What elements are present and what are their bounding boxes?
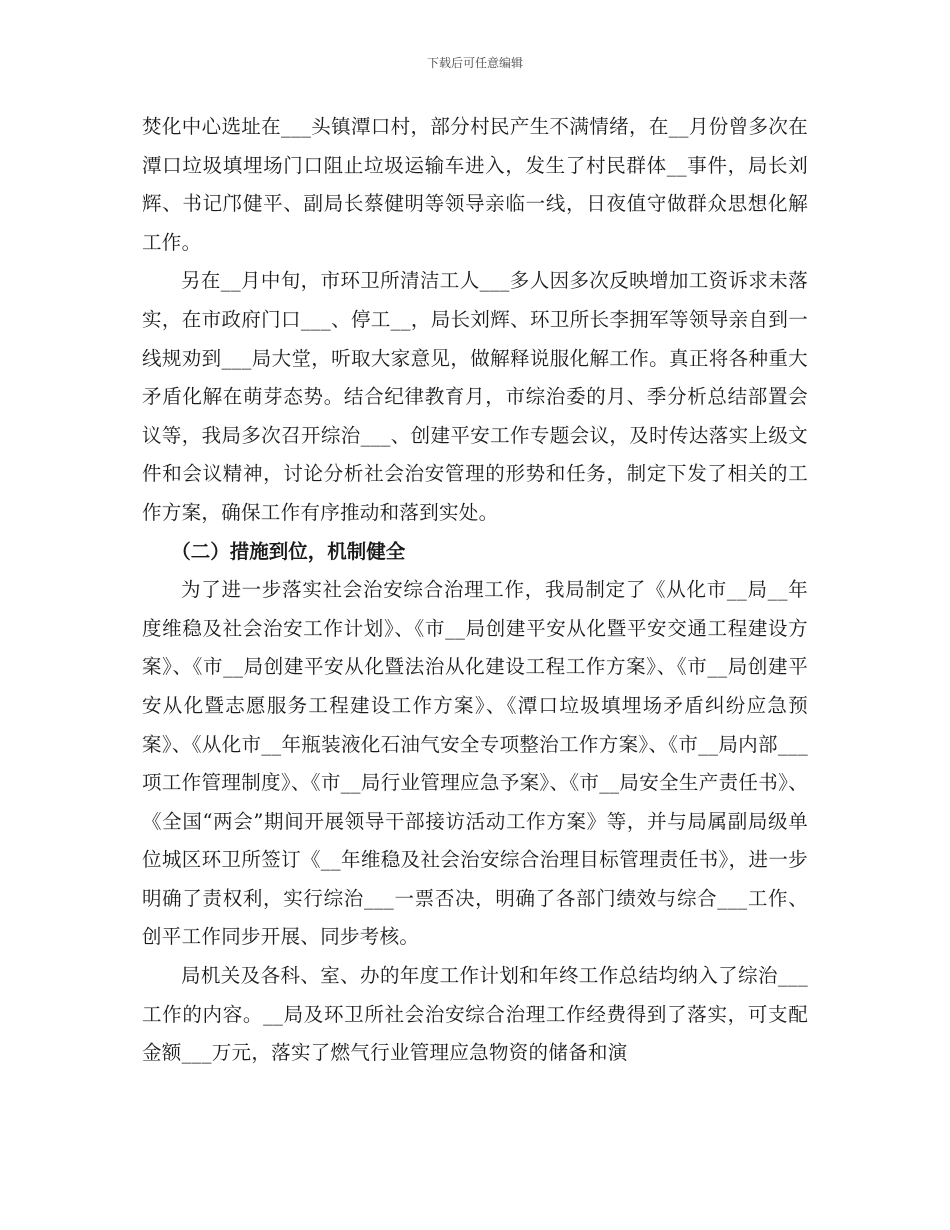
paragraph-2: 另在__月中旬，市环卫所清洁工人___多人因多次反映增加工资诉求未落实，在市政府门口___、停工__，局长刘辉、环卫所长李拥军等领导亲自到一线规劝到___局大堂，听取大家意见，做解释说服化解工作。真正将各种重大矛盾化解在萌芽态势。结合纪律教育月，市综治委的月、季分析总结部置会议等，我局多次召开综治___、创建平安工作专题会议，及时传达落实上级文件和会议精神，讨论分析社会治安管理的形势和任务，制定下发了相关的工作方案，确保工作有序推动和落到实处。 [142,269,808,524]
section-heading: （二）措施到位，机制健全 [171,539,406,563]
document-body [142,108,808,1073]
page-header: 下载后可任意编辑 [426,56,523,70]
paragraph-1: 焚化中心选址在___头镇潭口村，部分村民产生不满情绪，在__月份曾多次在潭口垃圾填埋场门口阻止垃圾运输车进入，发生了村民群体__事件，局长刘辉、书记邝健平、副局长蔡健明等领导亲临一线，日夜值守做群众思想化解工作。 [142,115,808,254]
paragraph-4: 局机关及各科、室、办的年度工作计划和年终工作总结均纳入了综治___工作的内容。__局及环卫所社会治安综合治理工作经费得到了落实，可支配金额___万元，落实了燃气行业管理应急物资的储备和演 [142,964,808,1065]
paragraph-3: 为了进一步落实社会治安综合治理工作，我局制定了《从化市__局__年度维稳及社会治安工作计划》、《市__局创建平安从化暨平安交通工程建设方案》、《市__局创建平安从化暨法治从化建设工程工作方案》、《市__局创建平安从化暨志愿服务工程建设工作方案》、《潭口垃圾填埋场矛盾纠纷应急预案》、《从化市__年瓶装液化石油气安全专项整治工作方案》、《市__局内部___项工作管理制度》、《市__局行业管理应急予案》、《市__局安全生产责任书》、《全国“两会”期间开展领导干部接访活动工作方案》等，并与局属副局级单位城区环卫所签订《__年维稳及社会治安综合治理目标管理责任书》，进一步明确了责权利，实行综治___一票否决，明确了各部门绩效与综合___工作、创平工作同步开展、同步考核。 [142,578,808,949]
